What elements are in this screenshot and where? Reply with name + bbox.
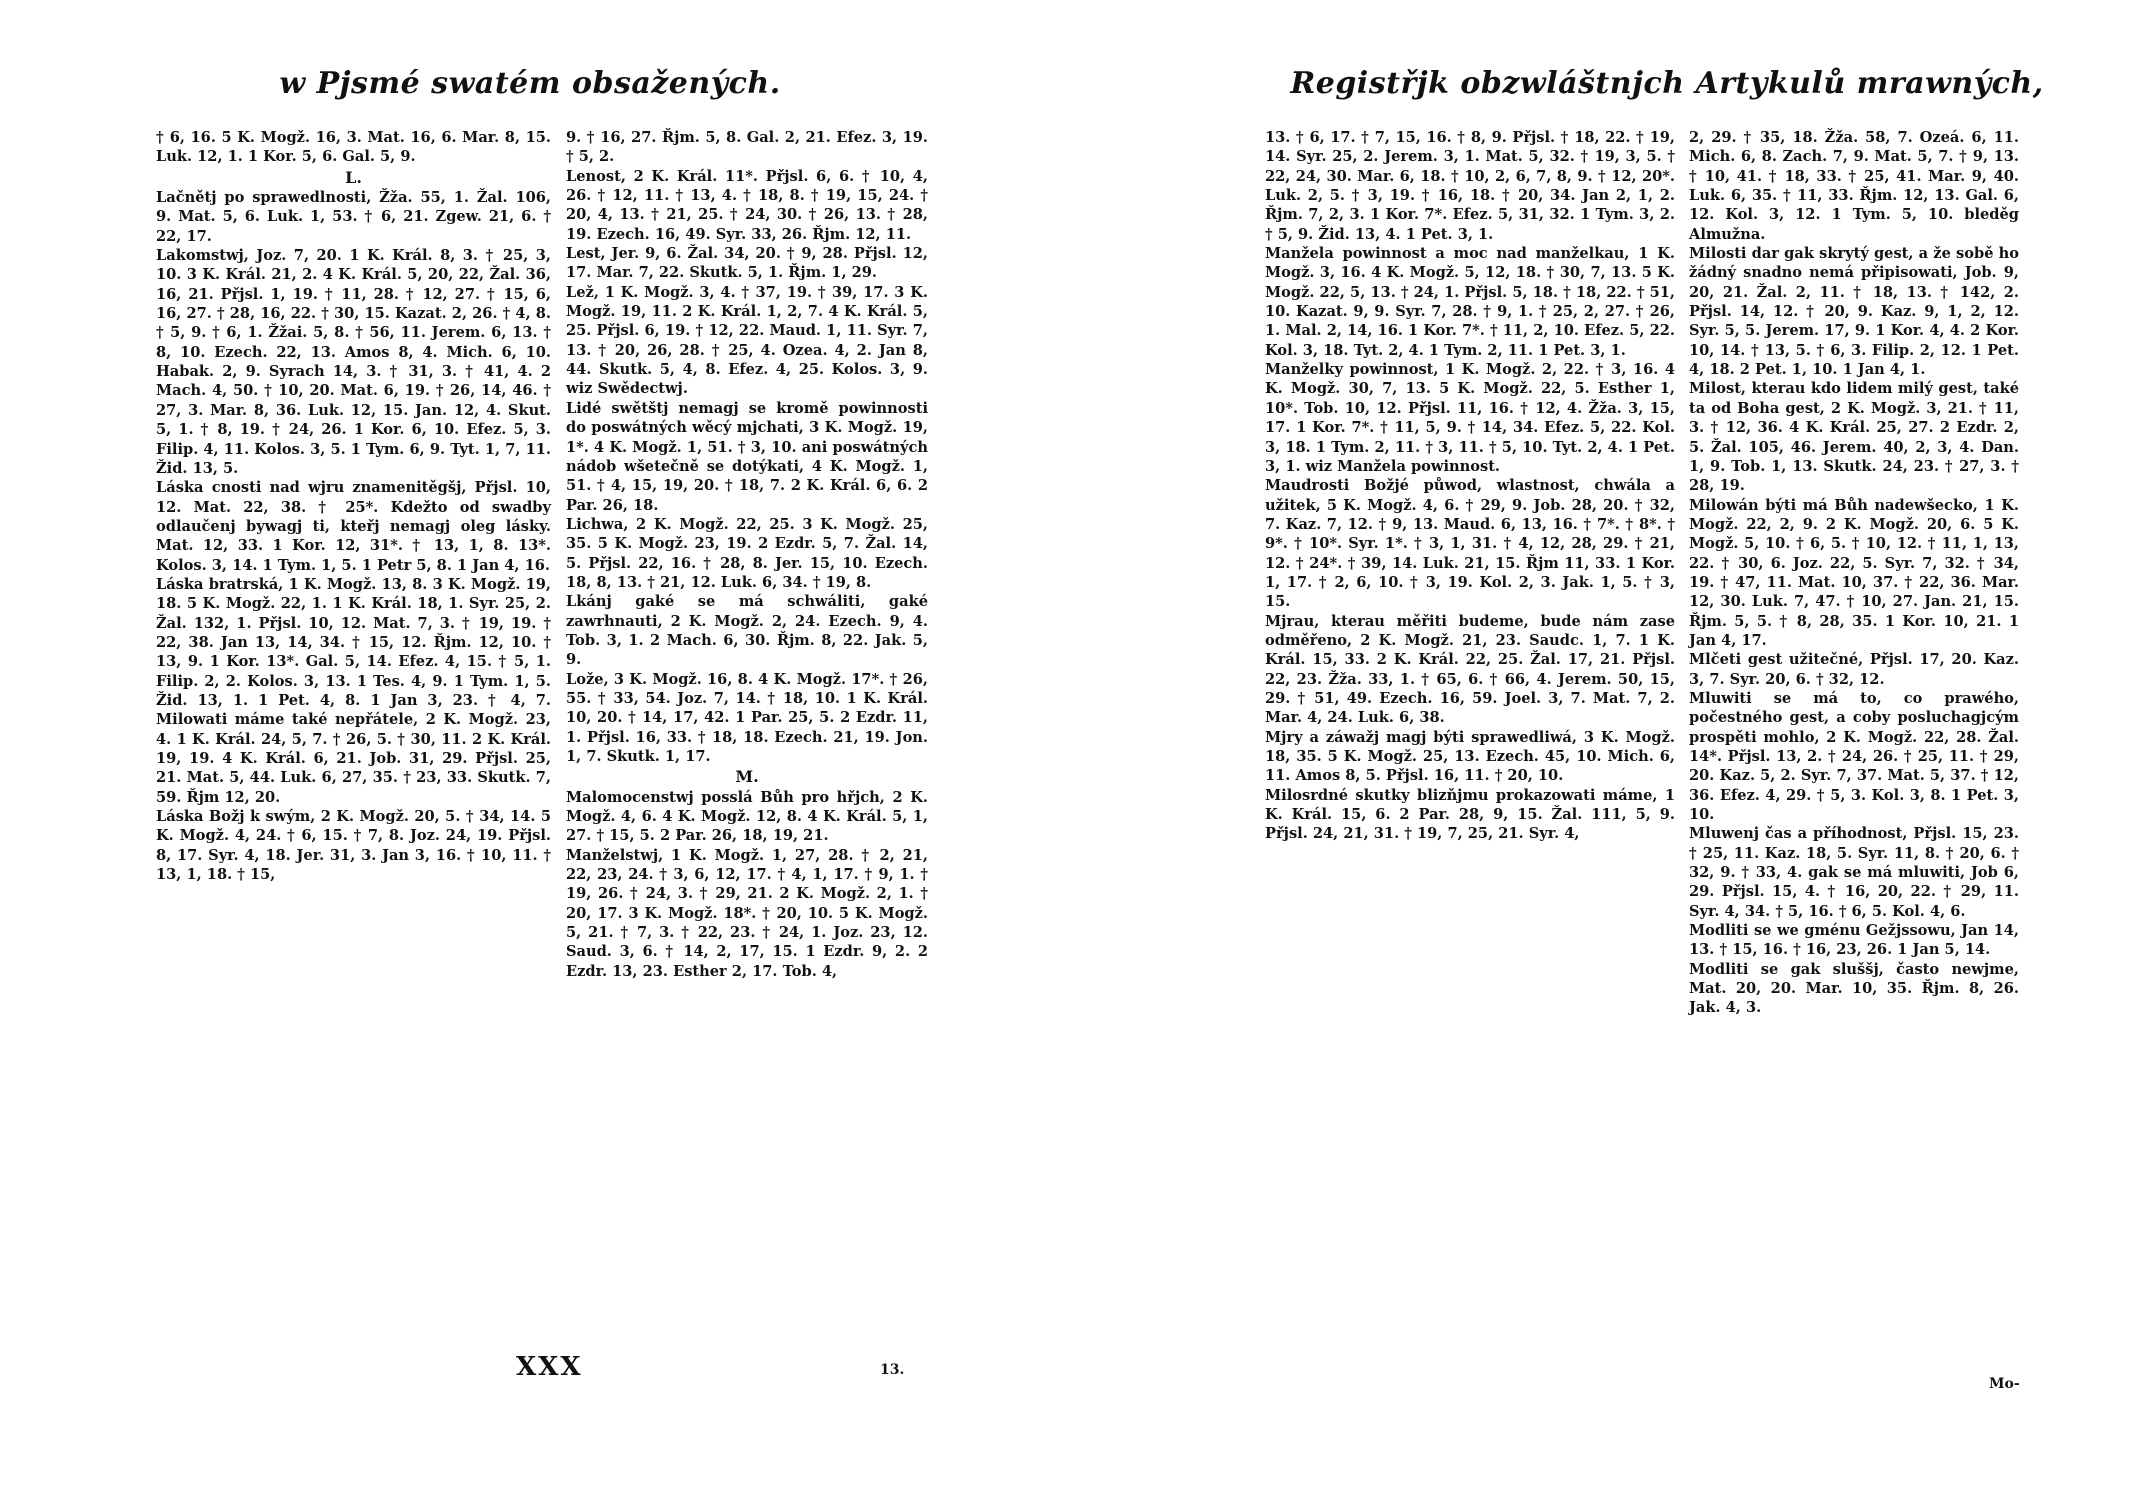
entry: 13. † 6, 17. † 7, 15, 16. † 8, 9. Přjsl. † 18, 22. † 19, 14. Syr. 25, 2. Jerem. 3, 1. Mat. 5, 32. † 19, 3, 5. † 22, 24, 30. Mar. 6, 18. † 10, 2, 6, 7, 8, 9. † 12, 20*. Luk. 2, 5. † 3, 19. † 16, 18. † 20, 34. Jan 2, 1, 2. Řjm. 7, 2, 3. 1 Kor. 7*. Efez. 5, 31, 32. 1 Tym. 3, 2. † 5, 9. Žid. 13, 4. 1 Pet. 3, 1.	[1265, 129, 1675, 243]
entry: Milosti dar gak skrytý gest, a že sobě ho žádný snadno nemá připisowati, Job. 9, 20, 21. Žal. 2, 11. † 18, 13. † 142, 2. Přjsl. 14, 12. † 20, 9. Kaz. 9, 1, 2, 12. Syr. 5, 5. Jerem. 17, 9. 1 Kor. 4, 4. 2 Kor. 10, 14. † 13, 5. † 6, 3. Filip. 2, 12. 1 Pet. 4, 18. 2 Pet. 1, 10. 1 Jan 4, 1.	[1689, 245, 2019, 379]
entry: Maudrosti Božjé půwod, wlastnost, chwála a užitek, 5 K. Mogž. 4, 6. † 29, 9. Job. 28, 20. † 32, 7. Kaz. 7, 12. † 9, 13. Maud. 6, 13, 16. † 7*. † 8*. † 9*. † 10*. Syr. 1*. † 3, 1, 31. † 4, 12, 28, 29. † 21, 12. † 24*. † 39, 14. Luk. 21, 15. Řjm 11, 33. 1 Kor. 1, 17. † 2, 6, 10. † 3, 19. Kol. 2, 3. Jak. 1, 5. † 3, 15.	[1265, 477, 1675, 611]
entry: Milowán býti má Bůh nadewšecko, 1 K. Mogž. 22, 2, 9. 2 K. Mogž. 20, 6. 5 K. Mogž. 5, 10. † 6, 5. † 10, 12. † 11, 1, 13, 22. † 30, 6. Joz. 22, 5. Syr. 7, 32. † 34, 19. † 47, 11. Mat. 10, 37. † 22, 36. Mar. 12, 30. Luk. 7, 47. † 10, 27. Jan. 21, 15. Řjm. 5, 5. † 8, 28, 35. 1 Kor. 10, 21. 1 Jan 4, 17.	[1689, 496, 2019, 649]
entry: Lež, 1 K. Mogž. 3, 4. † 37, 19. † 39, 17. 3 K. Mogž. 19, 11. 2 K. Král. 1, 2, 7. 4 K. Král. 5, 25. Přjsl. 6, 19. † 12, 22. Maud. 1, 11. Syr. 7, 13. † 20, 26, 28. † 25, 4. Ozea. 4, 2. Jan 8, 44. Skutk. 5, 4, 8. Efez. 4, 25. Kolos. 3, 9. wiz Swědectwj.	[566, 283, 928, 398]
catchword: 13.	[880, 1362, 905, 1378]
entry: Modliti se we gménu Gežjssowu, Jan 14, 13. † 15, 16. † 16, 23, 26. 1 Jan 5, 14.	[1689, 922, 2019, 959]
entry: Malomocenstwj posslá Bůh pro hřjch, 2 K. Mogž. 4, 6. 4 K. Mogž. 12, 8. 4 K. Král. 5, 1, 27. † 15, 5. 2 Par. 26, 18, 19, 21.	[566, 788, 928, 845]
running-head: Registřjk obzwláštnjch Artykulů mrawných,	[1290, 66, 2044, 101]
entry: Lest, Jer. 9, 6. Žal. 34, 20. † 9, 28. Přjsl. 12, 17. Mar. 7, 22. Skutk. 5, 1. Řjm. 1, 29.	[566, 245, 928, 282]
catchword: Mo-	[1989, 1376, 2020, 1392]
entry: Manžela powinnost a moc nad manželkau, 1 K. Mogž. 3, 16. 4 K. Mogž. 5, 12, 18. † 30, 7, 13. 5 K. Mogž. 22, 5, 13. † 24, 1. Přjsl. 5, 18. † 18, 22. † 51, 10. Kazat. 9, 9. Syr. 7, 28. † 9, 1. † 25, 2, 27. † 26, 1. Mal. 2, 14, 16. 1 Kor. 7*. † 11, 2, 10. Efez. 5, 22. Kol. 3, 18. Tyt. 2, 4. 1 Tym. 2, 11. 1 Pet. 3, 1.	[1265, 245, 1675, 359]
entry: Láska cnosti nad wjru znamenitěgšj, Přjsl. 10, 12. Mat. 22, 38. † 25*. Kdežto od swadby odlaučenj bywagj ti, kteřj nemagj oleg lásky. Mat. 12, 33. 1 Kor. 12, 31*. † 13, 1, 8. 13*. Kolos. 3, 14. 1 Tym. 1, 5. 1 Petr 5, 8. 1 Jan 4, 16.	[156, 479, 551, 574]
entry: Manželstwj, 1 K. Mogž. 1, 27, 28. † 2, 21, 22, 23, 24. † 3, 6, 12, 17. † 4, 1, 17. † 9, 1. † 19, 26. † 24, 3. † 29, 21. 2 K. Mogž. 2, 1. † 20, 17. 3 K. Mogž. 18*. † 20, 10. 5 K. Mogž. 5, 21. † 7, 3. † 22, 23. † 24, 1. Joz. 23, 12. Saud. 3, 6. † 14, 2, 17, 15. 1 Ezdr. 9, 2. 2 Ezdr. 13, 23. Esther 2, 17. Tob. 4,	[566, 846, 928, 980]
entry: 2, 29. † 35, 18. Žža. 58, 7. Ozeá. 6, 11. Mich. 6, 8. Zach. 7, 9. Mat. 5, 7. † 9, 13. † 10, 41. † 18, 33. † 25, 41. Mar. 9, 40. Luk. 6, 35. † 11, 33. Řjm. 12, 13. Gal. 6, 12. Kol. 3, 12. 1 Tym. 5, 10. bleděg Almužna.	[1689, 129, 2019, 243]
entry: Lichwa, 2 K. Mogž. 22, 25. 3 K. Mogž. 25, 35. 5 K. Mogž. 23, 19. 2 Ezdr. 5, 7. Žal. 14, 5. Přjsl. 22, 16. † 28, 8. Jer. 15, 10. Ezech. 18, 8, 13. † 21, 12. Luk. 6, 34. † 19, 8.	[566, 515, 928, 591]
right-page	[1077, 0, 2154, 1501]
entry: † 6, 16. 5 K. Mogž. 16, 3. Mat. 16, 6. Mar. 8, 15. Luk. 12, 1. 1 Kor. 5, 6. Gal. 5, 9.	[156, 129, 551, 166]
text-column	[1689, 128, 2019, 1018]
section-letter: M.	[735, 767, 759, 787]
entry: Mluwenj čas a příhodnost, Přjsl. 15, 23. † 25, 11. Kaz. 18, 5. Syr. 11, 8. † 20, 6. † 32, 9. † 33, 4. gak se má mluwiti, Job 6, 29. Přjsl. 15, 4. † 16, 20, 22. † 29, 11. Syr. 4, 34. † 5, 16. † 6, 5. Kol. 4, 6.	[1689, 825, 2019, 920]
entry: Mluwiti se má to, co prawého, počestného gest, a coby posluchagjcým prospěti mohlo, 2 K. Mogž. 22, 28. Žal. 14*. Přjsl. 13, 2. † 24, 26. † 25, 11. † 29, 20. Kaz. 5, 2. Syr. 7, 37. Mat. 5, 37. † 12, 36. Efez. 4, 29. † 5, 3. Kol. 3, 8. 1 Pet. 3, 10.	[1689, 689, 2019, 824]
entry: Lenost, 2 K. Král. 11*. Přjsl. 6, 6. † 10, 4, 26. † 12, 11. † 13, 4. † 18, 8. † 19, 15, 24. † 20, 4, 13. † 21, 25. † 24, 30. † 26, 13. † 28, 19. Ezech. 16, 49. Syr. 33, 26. Řjm. 12, 11.	[566, 167, 928, 243]
entry: Lože, 3 K. Mogž. 16, 8. 4 K. Mogž. 17*. † 26, 55. † 33, 54. Joz. 7, 14. † 18, 10. 1 K. Král. 10, 20. † 14, 17, 42. 1 Par. 25, 5. 2 Ezdr. 11, 1. Přjsl. 16, 33. † 18, 18. Ezech. 21, 19. Jon. 1, 7. Skutk. 1, 17.	[566, 670, 928, 765]
entry: Modliti se gak sluššj, často newjme, Mat. 20, 20. Mar. 10, 35. Řjm. 8, 26. Jak. 4, 3.	[1689, 960, 2019, 1017]
entry: Láska Božj k swým, 2 K. Mogž. 20, 5. † 34, 14. 5 K. Mogž. 4, 24. † 6, 15. † 7, 8. Joz. 24, 19. Přjsl. 8, 17. Syr. 4, 18. Jer. 31, 3. Jan 3, 16. † 10, 11. † 13, 1, 18. † 15,	[156, 808, 551, 884]
entry: Lkánj gaké se má schwáliti, gaké zawrhnauti, 2 K. Mogž. 2, 24. Ezech. 9, 4. Tob. 3, 1. 2 Mach. 6, 30. Řjm. 8, 22. Jak. 5, 9.	[566, 593, 928, 669]
entry: Mlčeti gest užitečné, Přjsl. 17, 20. Kaz. 3, 7. Syr. 20, 6. † 32, 12.	[1689, 651, 2019, 688]
text-column	[566, 128, 928, 981]
text-column	[156, 128, 551, 884]
entry: Milost, kterau kdo lidem milý gest, také ta od Boha gest, 2 K. Mogž. 3, 21. † 11, 3. † 12, 36. 4 K. Král. 25, 27. 2 Ezdr. 2, 5. Žal. 105, 46. Jerem. 40, 2, 3, 4. Dan. 1, 9. Tob. 1, 13. Skutk. 24, 23. † 27, 3. † 28, 19.	[1689, 380, 2019, 495]
entry: Mjry a záwažj magj býti sprawedliwá, 3 K. Mogž. 18, 35. 5 K. Mogž. 25, 13. Ezech. 45, 10. Mich. 6, 11. Amos 8, 5. Přjsl. 16, 11. † 20, 10.	[1265, 728, 1675, 785]
entry: Lačnětj po sprawedlnosti, Žža. 55, 1. Žal. 106, 9. Mat. 5, 6. Luk. 1, 53. † 6, 21. Zgew. 21, 6. † 22, 17.	[156, 189, 551, 245]
signature-mark: XXX	[516, 1352, 583, 1382]
entry: Láska bratrská, 1 K. Mogž. 13, 8. 3 K. Mogž. 19, 18. 5 K. Mogž. 22, 1. 1 K. Král. 18, 1. Syr. 25, 2. Žal. 132, 1. Přjsl. 10, 12. Mat. 7, 3. † 19, 19. † 22, 38. Jan 13, 14, 34. † 15, 12. Řjm. 12, 10. † 13, 9. 1 Kor. 13*. Gal. 5, 14. Efez. 4, 15. † 5, 1. Filip. 2, 2. Kolos. 3, 13. 1 Tes. 4, 9. 1 Tym. 1, 5. Žid. 13, 1. 1 Pet. 4, 8. 1 Jan 3, 23. † 4, 7. Milowati máme také nepřátele, 2 K. Mogž. 23, 4. 1 K. Král. 24, 5, 7. † 26, 5. † 30, 11. 2 K. Král. 19, 19. 4 K. Král. 6, 21. Job. 31, 29. Přjsl. 25, 21. Mat. 5, 44. Luk. 6, 27, 35. † 23, 33. Skutk. 7, 59. Řjm 12, 20.	[156, 575, 551, 806]
text-column	[1265, 128, 1675, 844]
entry: Milosrdné skutky blizňjmu prokazowati máme, 1 K. Král. 15, 6. 2 Par. 28, 9, 15. Žal. 111, 5, 9. Přjsl. 24, 21, 31. † 19, 7, 25, 21. Syr. 4,	[1265, 786, 1675, 843]
entry: Lidé swětštj nemagj se kromě powinnosti do poswátných wěcý mjchati, 3 K. Mogž. 19, 1*. 4 K. Mogž. 1, 51. † 3, 10. ani poswátných nádob wšetečně se dotýkati, 4 K. Mogž. 1, 51. † 4, 15, 19, 20. † 18, 7. 2 K. Král. 6, 6. 2 Par. 26, 18.	[566, 399, 928, 514]
section-letter: L.	[345, 167, 362, 187]
entry: Mjrau, kterau měřiti budeme, bude nám zase odměřeno, 2 K. Mogž. 21, 23. Saudc. 1, 7. 1 K. Král. 15, 33. 2 K. Král. 22, 25. Žal. 17, 21. Přjsl. 22, 23. Žža. 33, 1. † 65, 6. † 66, 4. Jerem. 50, 15, 29. † 51, 49. Ezech. 16, 59. Joel. 3, 7. Mat. 7, 2. Mar. 4, 24. Luk. 6, 38.	[1265, 612, 1675, 727]
entry: 9. † 16, 27. Řjm. 5, 8. Gal. 2, 21. Efez. 3, 19. † 5, 2.	[566, 129, 928, 166]
entry: Lakomstwj, Joz. 7, 20. 1 K. Král. 8, 3. † 25, 3, 10. 3 K. Král. 21, 2. 4 K. Král. 5, 20, 22, Žal. 36, 16, 21. Přjsl. 1, 19. † 11, 28. † 12, 27. † 15, 6, 16, 27. † 28, 16, 22. † 30, 15. Kazat. 2, 26. † 4, 8. † 5, 9. † 6, 1. Žžai. 5, 8. † 56, 11. Jerem. 6, 13. † 8, 10. Ezech. 22, 13. Amos 8, 4. Mich. 6, 10. Habak. 2, 9. Syrach 14, 3. † 31, 3. † 41, 4. 2 Mach. 4, 50. † 10, 20. Mat. 6, 19. † 26, 14, 46. † 27, 3. Mar. 8, 36. Luk. 12, 15. Jan. 12, 4. Skut. 5, 1. † 8, 19. † 24, 26. 1 Kor. 6, 10. Efez. 5, 3. Filip. 4, 11. Kolos. 3, 5. 1 Tym. 6, 9. Tyt. 1, 7, 11. Žid. 13, 5.	[156, 247, 551, 477]
running-head: w Pjsmé swatém obsažených.	[279, 66, 781, 101]
entry: Manželky powinnost, 1 K. Mogž. 2, 22. † 3, 16. 4 K. Mogž. 30, 7, 13. 5 K. Mogž. 22, 5. Esther 1, 10*. Tob. 10, 12. Přjsl. 11, 16. † 12, 4. Žža. 3, 15, 17. 1 Kor. 7*. † 11, 5, 9. † 14, 34. Efez. 5, 22. Kol. 3, 18. 1 Tym. 2, 11. † 3, 11. † 5, 10. Tyt. 2, 4. 1 Pet. 3, 1. wiz Manžela powinnost.	[1265, 361, 1675, 475]
